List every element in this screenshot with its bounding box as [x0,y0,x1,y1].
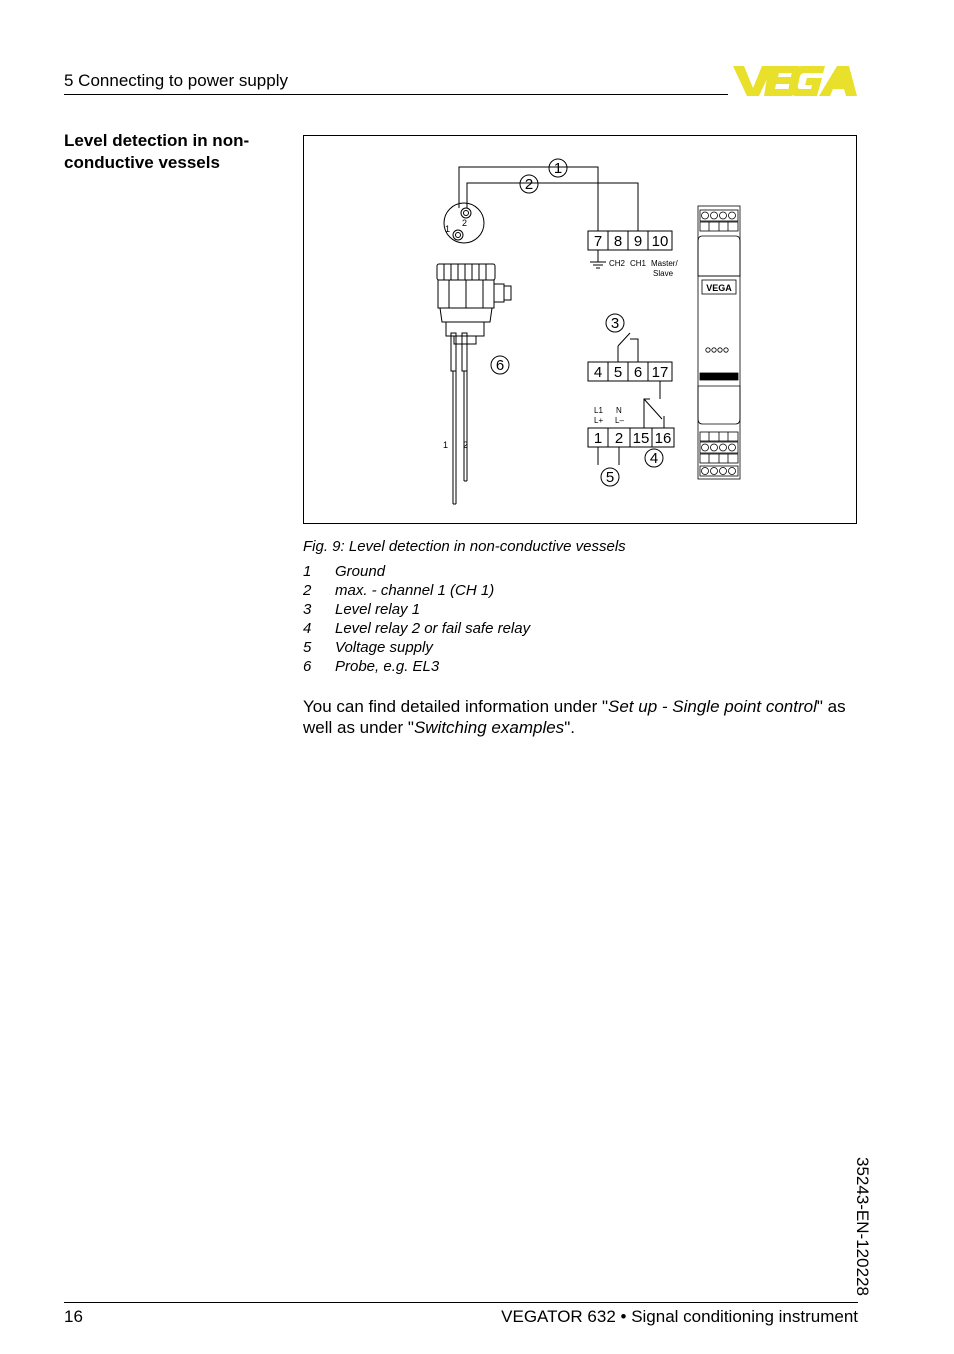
terminal-15: 15 [632,430,650,447]
terminal-block-mid [588,362,672,381]
footer-rule [64,1302,858,1303]
terminal-6: 6 [633,364,643,381]
terminal-block-top [588,231,672,250]
legend-item: 2 max. - channel 1 (CH 1) [303,582,495,599]
legend-item: 3 Level relay 1 [303,601,421,618]
callout-1-label: 1 [553,160,563,177]
probe-pin-2 [461,208,471,218]
probe-pin-1 [453,230,463,240]
footer-title: VEGATOR 632 • Signal conditioning instrument [501,1307,858,1326]
label-lplus: L+ [594,416,604,425]
figure-caption: Fig. 9: Level detection in non-conductive vessels [303,538,626,555]
relay-1-contact [618,333,638,362]
document-id: 35243-EN-120228 [853,1157,872,1296]
terminal-block-bottom [588,428,674,447]
callout-6-label: 6 [495,357,505,374]
body-paragraph: You can find detailed information under "Set up - Single point control" as well as under "Switching examples". [303,697,846,737]
module-top-terminals [700,210,738,231]
rod-label-1: 1 [443,440,449,450]
section-title: 5 Connecting to power supply [64,71,288,90]
terminal-16: 16 [654,430,672,447]
din-rail-module [698,206,740,479]
module-bottom-terminals [700,432,738,476]
callout-5-label: 5 [605,469,615,486]
label-slave: Slave [653,269,674,278]
label-master: Master/ [651,259,678,268]
terminal-1: 1 [593,430,603,447]
legend-item: 4 Level relay 2 or fail safe relay [303,620,531,637]
label-lminus: L– [615,416,624,425]
terminal-10: 10 [651,233,669,250]
probe-pin-label-2: 2 [462,218,468,228]
header-rule [64,94,728,95]
side-heading: Level detection in non-conductive vessels [64,131,250,172]
legend-item: 1 Ground [303,563,386,580]
label-l1: L1 [594,406,603,415]
callout-2-label: 2 [524,176,534,193]
terminal-9: 9 [633,233,643,250]
reference-switching-examples: Switching examples [413,718,565,737]
ground-symbol [590,250,606,268]
vega-logo [733,62,859,98]
reference-setup: Set up - Single point control [608,697,817,716]
callout-3-label: 3 [610,315,620,332]
relay-2-contact [644,399,664,428]
legend-item: 5 Voltage supply [303,639,433,656]
terminal-2: 2 [614,430,624,447]
wiring-diagram [303,135,857,524]
callout-4-label: 4 [649,450,659,467]
module-logo-text: VEGA [706,283,732,293]
label-n: N [616,406,622,415]
page-number: 16 [64,1307,83,1326]
probe-pin-label-1: 1 [445,224,451,234]
rod-label-2: 2 [463,440,469,450]
terminal-5: 5 [613,364,623,381]
figure-legend [303,562,530,676]
terminal-4: 4 [593,364,603,381]
label-ch2: CH2 [609,259,626,268]
wire-ch1 [467,183,638,231]
terminal-8: 8 [613,233,623,250]
legend-item: 6 Probe, e.g. EL3 [303,658,440,675]
label-ch1: CH1 [630,259,647,268]
terminal-7: 7 [593,233,603,250]
terminal-17: 17 [651,364,669,381]
probe-body [437,264,511,504]
